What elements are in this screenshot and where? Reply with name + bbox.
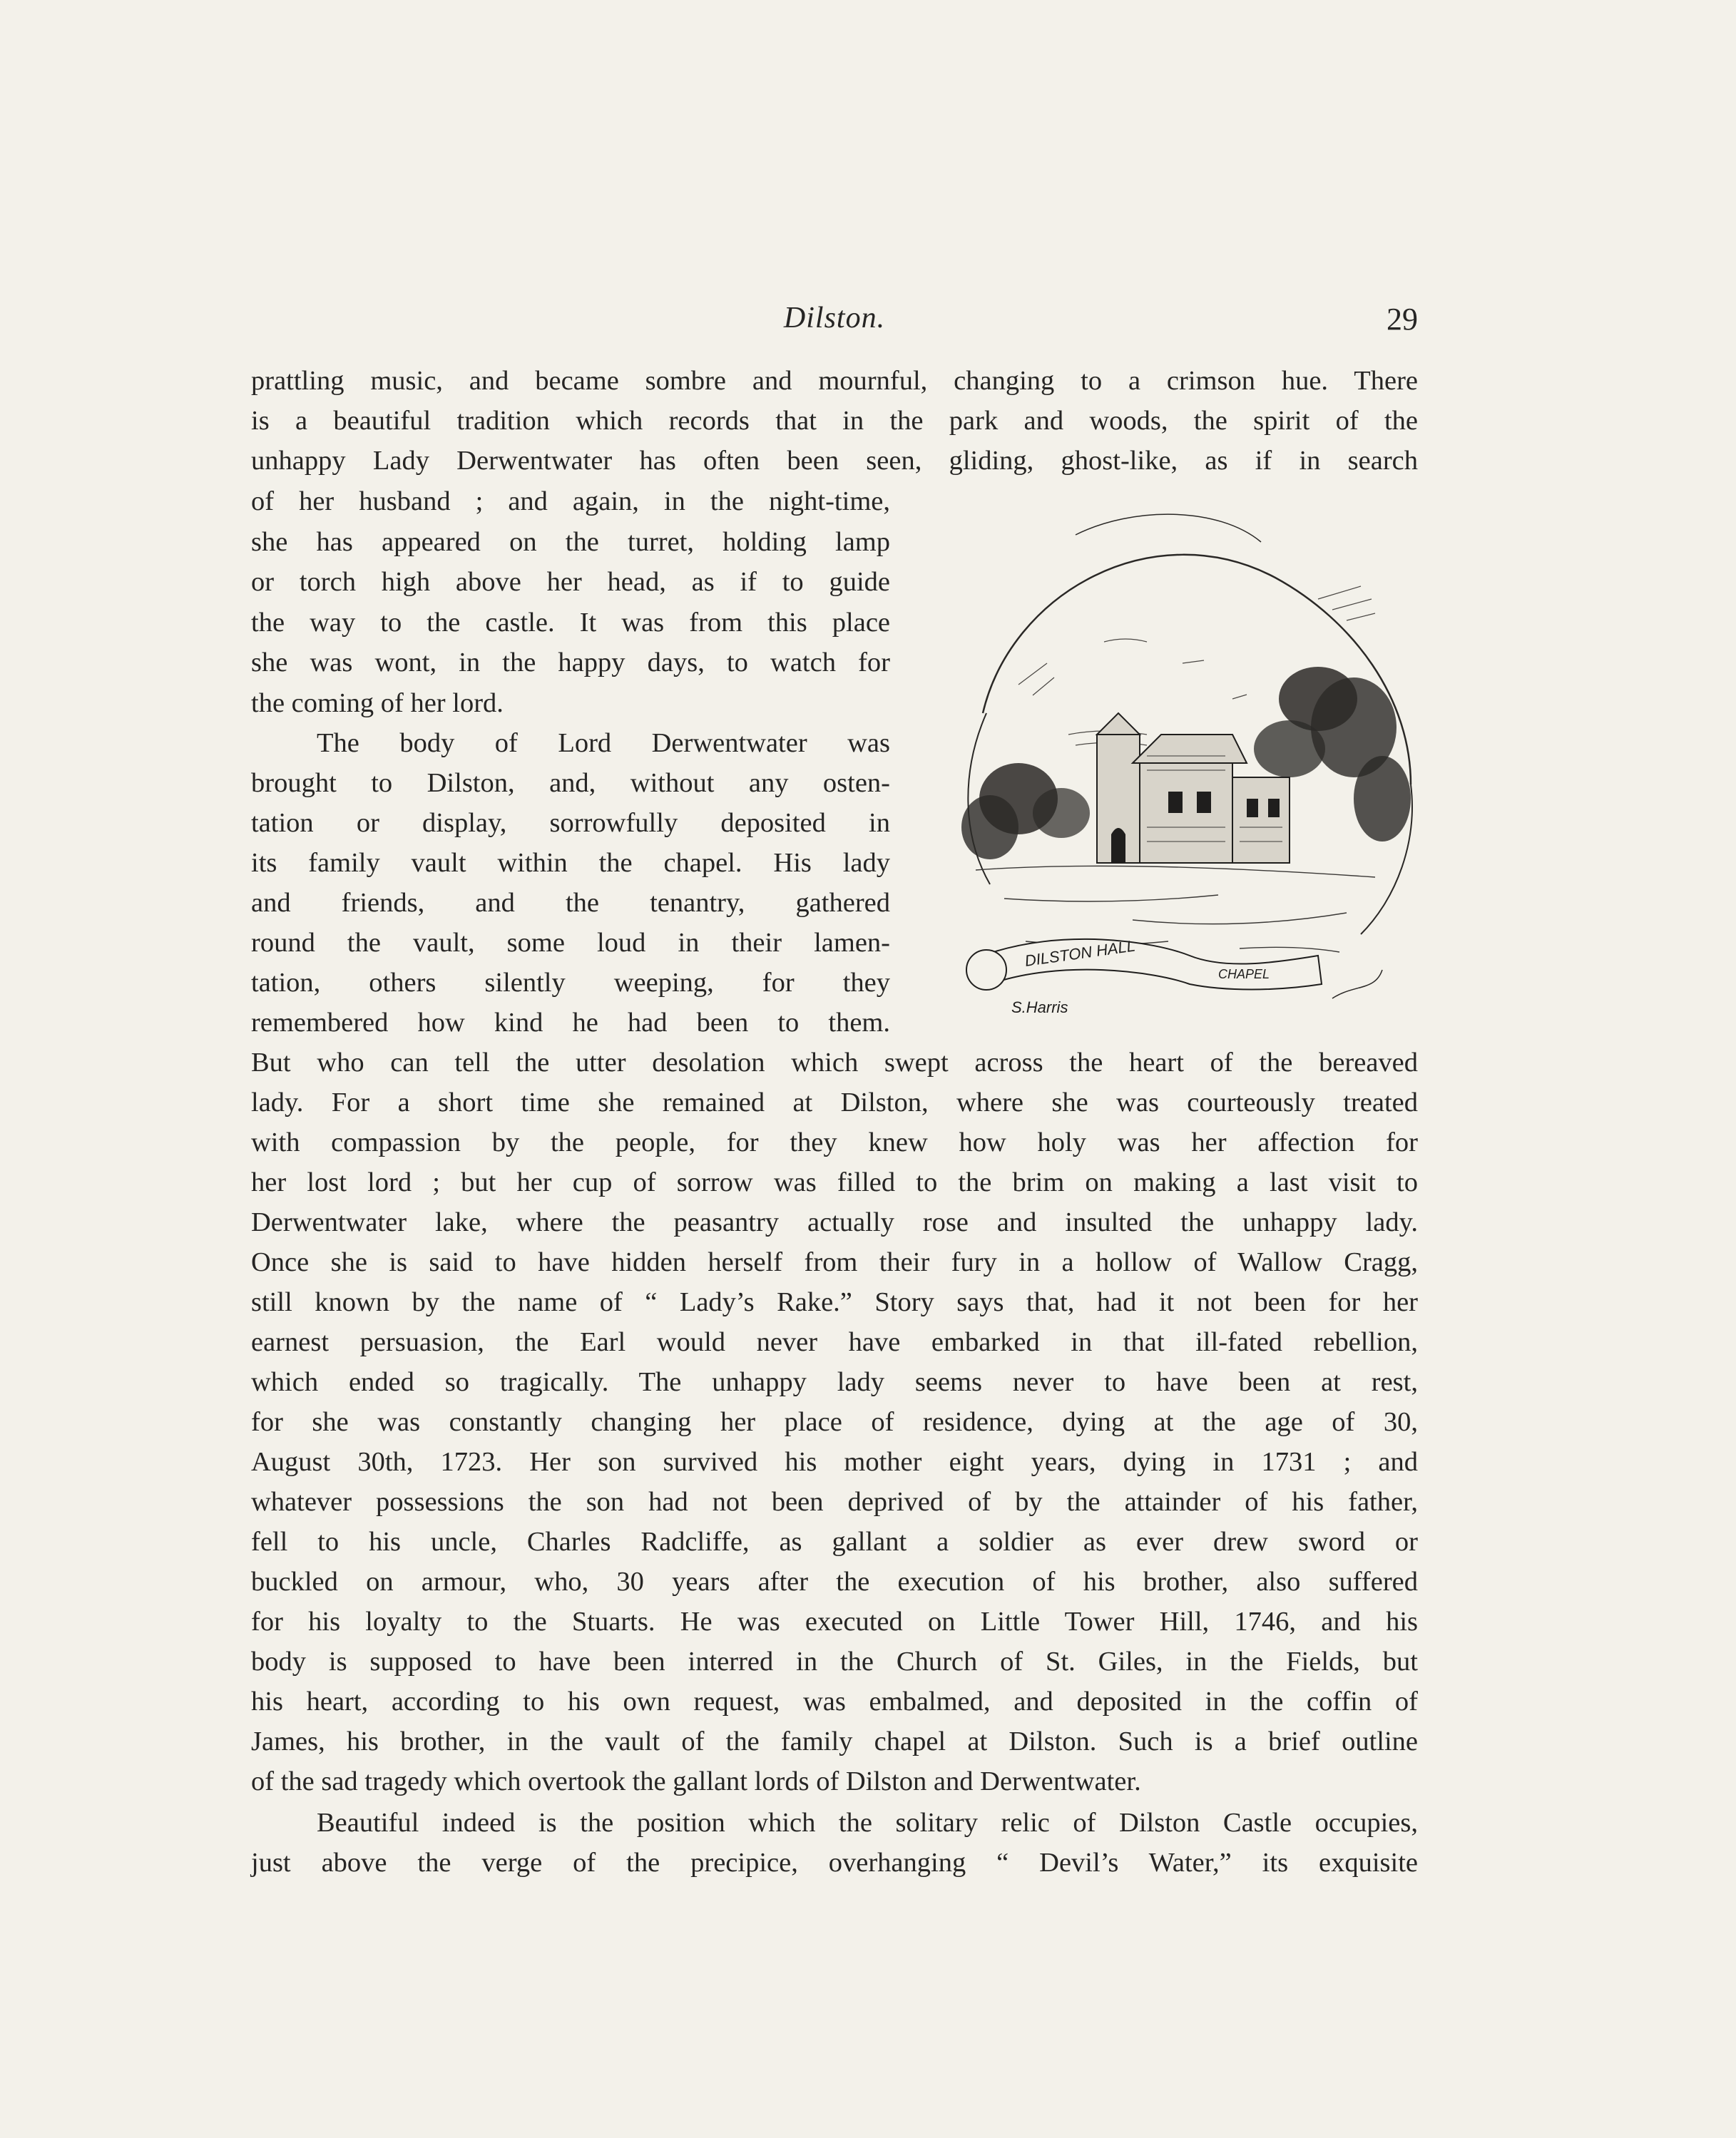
- text-line: The body of Lord Derwentwater was: [317, 728, 890, 758]
- text-line: brought to Dilston, and, without any osten-: [251, 768, 890, 798]
- text-line: of her husband ; and again, in the night-time,: [251, 486, 890, 516]
- text-line: for she was constantly changing her place of residence, dying at the age of 30,: [251, 1407, 1418, 1437]
- text-line: or torch high above her head, as if to guide: [251, 567, 890, 597]
- text-line: But who can tell the utter desolation which swept across the heart of the bereaved: [251, 1048, 1418, 1078]
- text-line: lady. For a short time she remained at Dilston, where she was courteously treated: [251, 1088, 1418, 1117]
- text-line: she has appeared on the turret, holding lamp: [251, 527, 890, 557]
- page-number: 29: [1387, 302, 1418, 337]
- text-line: she was wont, in the happy days, to watch for: [251, 648, 890, 677]
- artist-signature: S.Harris: [1011, 998, 1068, 1016]
- text-line: August 30th, 1723. Her son survived his mother eight years, dying in 1731 ; and: [251, 1447, 1418, 1477]
- text-line: Beautiful indeed is the position which the solitary relic of Dilston Castle occupies,: [317, 1808, 1418, 1838]
- text-line: tation, others silently weeping, for they: [251, 968, 890, 998]
- text-line: of the sad tragedy which overtook the gallant lords of Dilston and Derwentwater.: [251, 1766, 1141, 1796]
- text-line: unhappy Lady Derwentwater has often been seen, gliding, ghost-like, as if in search: [251, 446, 1418, 476]
- text-line: body is supposed to have been interred in the Church of St. Giles, in the Fields, but: [251, 1647, 1418, 1677]
- text-line: for his loyalty to the Stuarts. He was executed on Little Tower Hill, 1746, and his: [251, 1607, 1418, 1637]
- engraving-svg: [919, 499, 1432, 1041]
- running-head: [251, 298, 1418, 341]
- running-title: Dilston.: [783, 302, 886, 334]
- text-line: fell to his uncle, Charles Radcliffe, as gallant a soldier as ever drew sword or: [251, 1527, 1418, 1557]
- text-line: its family vault within the chapel. His lady: [251, 848, 890, 878]
- text-line: remembered how kind he had been to them.: [251, 1008, 890, 1038]
- text-line: his heart, according to his own request, was embalmed, and deposited in the coffin of: [251, 1687, 1418, 1717]
- text-line: the coming of her lord.: [251, 688, 504, 718]
- text-line: round the vault, some loud in their lamen-: [251, 928, 890, 958]
- text-line: is a beautiful tradition which records that in the park and woods, the spirit of the: [251, 406, 1418, 436]
- text-line: prattling music, and became sombre and mournful, changing to a crimson hue. There: [251, 366, 1418, 396]
- banner-left-label: DILSTON HALL: [1023, 936, 1137, 970]
- text-line: which ended so tragically. The unhappy lady seems never to have been at rest,: [251, 1367, 1418, 1397]
- text-line: earnest persuasion, the Earl would never have embarked in that ill-fated rebellion,: [251, 1327, 1418, 1357]
- dilston-hall-chapel-illustration: [919, 499, 1432, 1041]
- banner-right-label: CHAPEL: [1218, 967, 1270, 981]
- text-line: James, his brother, in the vault of the family chapel at Dilston. Such is a brief outline: [251, 1727, 1418, 1756]
- text-line: Derwentwater lake, where the peasantry actually rose and insulted the unhappy lady.: [251, 1207, 1418, 1237]
- text-line: Once she is said to have hidden herself from their fury in a hollow of Wallow Cragg,: [251, 1247, 1418, 1277]
- text-line: and friends, and the tenantry, gathered: [251, 888, 890, 918]
- text-line: her lost lord ; but her cup of sorrow was filled to the brim on making a last visit to: [251, 1167, 1418, 1197]
- text-line: still known by the name of “ Lady’s Rake.” Story says that, had it not been for her: [251, 1287, 1418, 1317]
- text-line: just above the verge of the precipice, overhanging “ Devil’s Water,” its exquisite: [251, 1848, 1418, 1878]
- text-line: whatever possessions the son had not been deprived of by the attainder of his father,: [251, 1487, 1418, 1517]
- text-line: buckled on armour, who, 30 years after the execution of his brother, also suffered: [251, 1567, 1418, 1597]
- text-line: tation or display, sorrowfully deposited in: [251, 808, 890, 838]
- text-line: with compassion by the people, for they knew how holy was her affection for: [251, 1127, 1418, 1157]
- text-line: the way to the castle. It was from this place: [251, 608, 890, 638]
